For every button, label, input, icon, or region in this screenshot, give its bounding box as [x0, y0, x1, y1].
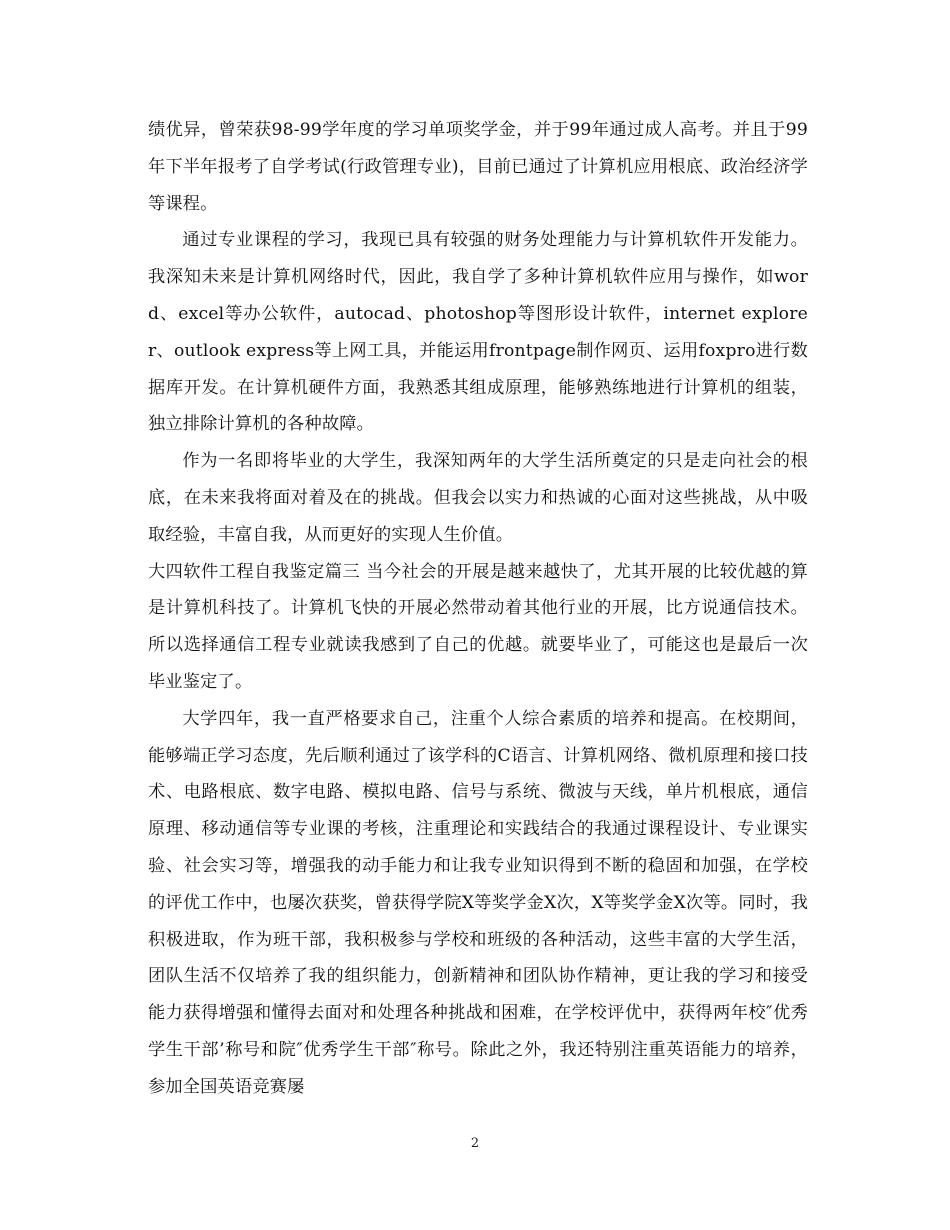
- paragraph-3: 作为一名即将毕业的大学生，我深知两年的大学生活所奠定的只是走向社会的根底，在未来我将面对着及在的挑战。但我会以实力和热诚的心面对这些挑战，从中吸取经验，丰富自我，从而更好的实现人生价值。: [148, 451, 808, 545]
- paragraph-1: 绩优异，曾荣获98-99学年度的学习单项奖学金，并于99年通过成人高考。并且于99年下半年报考了自学考试(行政管理专业)，目前已通过了计算机应用根底、政治经济学等课程。: [148, 120, 808, 214]
- paragraph-final: 大学四年，我一直严格要求自己，注重个人综合素质的培养和提高。在校期间，能够端正学习态度，先后顺利通过了该学科的C语言、计算机网络、微机原理和接口技术、电路根底、数字电路、模拟电路、信号与系统、微波与天线，单片机根底，通信原理、移动通信等专业课的考核，注重理论和实践结合的我通过课程设计、专业课实验、社会实习等，增强我的动手能力和让我专业知识得到不断的稳固和加强，在学校的评优工作中，也屡次获奖，曾获得学院X等奖学金X次，X等奖学金X次等。同时，我积极进取，作为班干部，我积极参与学校和班级的各种活动，这些丰富的大学生活，团队生活不仅培养了我的组织能力，创新精神和团队协作精神，更让我的学习和接受能力获得增强和懂得去面对和处理各种挑战和困难，在学校评优中，获得两年校″优秀学生干部’称号和院″优秀学生干部″称号。除此之外，我还特别注重英语能力的培养，参加全国英语竞赛屡: [148, 708, 808, 1097]
- section-paragraph: [148, 554, 808, 701]
- section-heading: 大四软件工程自我鉴定篇三: [148, 561, 361, 582]
- paragraph-2: 通过专业课程的学习，我现已具有较强的财务处理能力与计算机软件开发能力。我深知未来是计算机网络时代，因此，我自学了多种计算机软件应用与操作，如word、excel等办公软件，autocad、photoshop等图形设计软件，internet explorer、outlook express等上网工具，并能运用frontpage制作网页、运用foxpro进行数据库开发。在计算机硬件方面，我熟悉其组成原理，能够熟练地进行计算机的组装，独立排除计算机的各种故障。: [148, 230, 808, 435]
- document-body: [148, 112, 808, 1106]
- section-text: 当今社会的开展是越来越快了，尤其开展的比较优越的算是计算机科技了。计算机飞快的开展必然带动着其他行业的开展，比方说通信技术。所以选择通信工程专业就读我感到了自己的优越。就要毕业了，可能这也是最后一次毕业鉴定了。: [148, 561, 808, 692]
- page-number: 2: [470, 1136, 480, 1151]
